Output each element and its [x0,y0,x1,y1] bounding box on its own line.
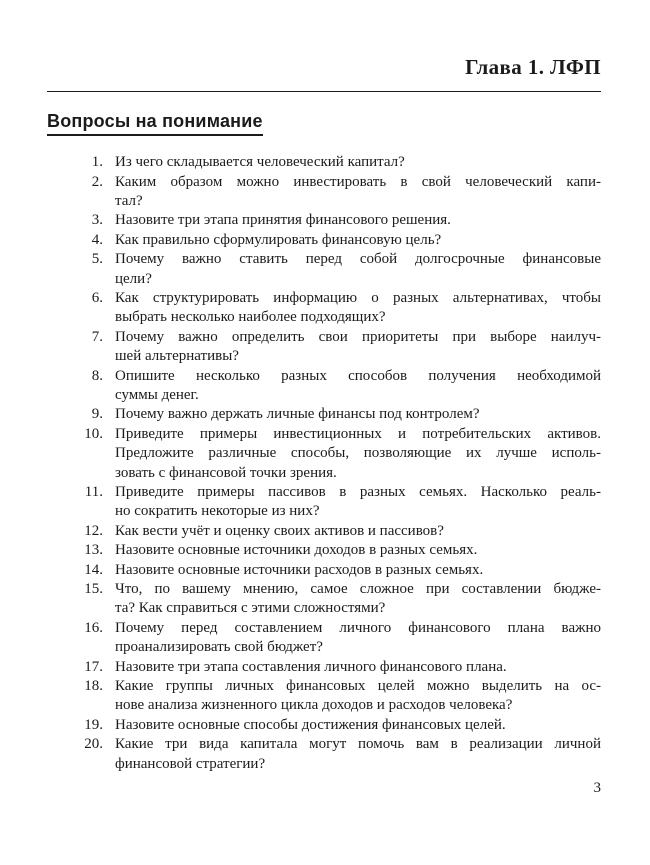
question-number: 18. [84,678,103,695]
question-text [115,367,601,406]
question-number: 17. [84,658,103,675]
question-line: Назовите три этапа принятия финансового решения. [115,212,451,229]
question-line: Назовите три этапа составления личного финансового плана. [115,658,507,675]
question-item [47,716,601,735]
question-item [47,735,601,774]
question-line: Почему важно ставить перед собой долгосрочные финансовые [115,251,601,268]
section-title-wrap [47,111,601,136]
question-item [47,677,601,716]
question-line: Назовите основные источники расходов в разных семьях. [115,561,484,578]
question-text [115,153,601,172]
question-item [47,425,601,483]
question-text [115,483,601,522]
question-line: Предложите различные способы, позволяющие их лучше исполь- [115,445,601,462]
question-text [115,735,601,774]
question-line: Почему важно держать личные финансы под контролем? [115,406,480,423]
question-number: 1. [91,154,103,171]
question-line: Каким образом можно инвестировать в свой человеческий капи- [115,173,601,190]
question-number: 9. [91,406,103,423]
question-text [115,522,601,541]
question-text [115,677,601,716]
question-number: 5. [91,251,103,268]
question-line: шей альтернативы? [115,348,239,365]
question-text [115,328,601,367]
question-item [47,483,601,522]
question-item [47,289,601,328]
question-text [115,173,601,212]
question-number: 16. [84,619,103,636]
question-line: проанализировать свой бюджет? [115,639,323,656]
question-number: 11. [84,484,103,500]
question-text [115,658,601,677]
question-line: Какие группы личных финансовых целей можно выделить на ос- [115,678,601,695]
question-text [115,541,601,560]
question-number: 10. [84,425,103,442]
question-line: Почему важно определить свои приоритеты при выборе наилуч- [115,328,601,345]
question-line: Назовите основные источники доходов в разных семьях. [115,542,478,559]
question-text [115,250,601,289]
question-number: 3. [91,212,103,229]
question-line: суммы денег. [115,386,199,403]
question-number: 13. [84,542,103,559]
question-line: нове анализа жизненного цикла доходов и расходов человека? [115,697,513,714]
question-text [115,716,601,735]
question-line: Приведите примеры пассивов в разных семьях. Насколько реаль- [115,484,601,500]
question-item [47,522,601,541]
question-item [47,561,601,580]
question-text [115,289,601,328]
question-item [47,580,601,619]
page-number: 3 [593,780,601,796]
question-line: Как правильно сформулировать финансовую цель? [115,231,442,248]
question-line: Приведите примеры инвестиционных и потребительских активов. [115,425,601,442]
question-line: зовать с финансовой точки зрения. [115,464,337,481]
question-item [47,250,601,289]
question-item [47,658,601,677]
question-item [47,211,601,230]
question-line: Назовите основные способы достижения финансовых целей. [115,716,506,733]
question-line: цели? [115,270,152,287]
question-text [115,231,601,250]
question-number: 7. [91,328,103,345]
chapter-header: Глава 1. ЛФП [465,55,601,79]
question-line: выбрать несколько наиболее подходящих? [115,309,386,326]
question-line: Что, по вашему мнению, самое сложное при составлении бюдже- [115,581,601,598]
questions-list [47,153,601,774]
question-text [115,580,601,619]
question-item [47,541,601,560]
question-line: Опишите несколько разных способов получения необходимой [115,367,601,384]
question-line: но сократить некоторые из них? [115,503,320,520]
question-item [47,367,601,406]
question-line: Как структурировать информацию о разных альтернативах, чтобы [115,289,601,306]
question-number: 12. [84,522,103,539]
question-number: 8. [91,367,103,384]
question-item [47,173,601,212]
question-line: Как вести учёт и оценку своих активов и пассивов? [115,522,444,539]
question-line: Какие три вида капитала могут помочь вам в реализации личной [115,736,601,753]
question-number: 19. [84,716,103,733]
section-title: Вопросы на понимание [47,111,263,136]
question-text [115,619,601,658]
question-text [115,211,601,230]
question-number: 20. [84,736,103,753]
question-item [47,405,601,424]
question-text [115,405,601,424]
question-line: та? Как справиться с этими сложностями? [115,600,386,617]
question-line: финансовой стратегии? [115,755,266,772]
question-number: 15. [84,581,103,598]
question-text [115,425,601,483]
question-number: 14. [84,561,103,578]
question-line: тал? [115,192,143,209]
question-item [47,328,601,367]
header-rule [47,91,601,92]
question-number: 6. [91,289,103,306]
question-text [115,561,601,580]
question-item [47,619,601,658]
question-item [47,153,601,172]
question-number: 2. [91,173,103,190]
question-number: 4. [91,231,103,248]
question-line: Почему перед составлением личного финансового плана важно [115,619,601,636]
question-line: Из чего складывается человеческий капитал? [115,154,405,171]
question-item [47,231,601,250]
